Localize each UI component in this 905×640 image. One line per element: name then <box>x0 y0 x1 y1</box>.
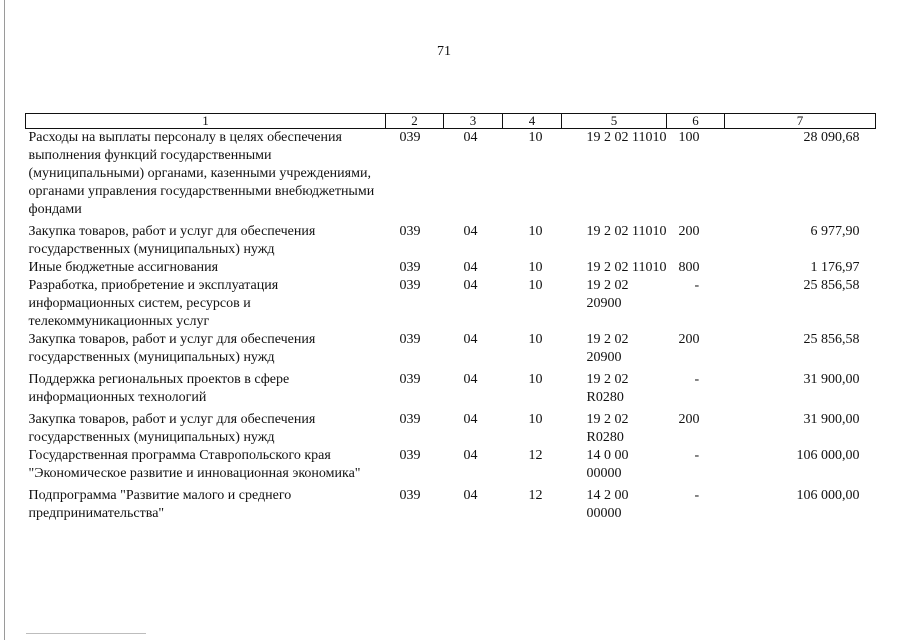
row-expense-type: 100 <box>678 130 700 145</box>
row-target-article: 19 2 02 11010 <box>586 130 667 145</box>
row-expense-type: 800 <box>678 260 700 275</box>
row-section: 04 <box>463 278 478 293</box>
table-row <box>26 277 876 331</box>
table-header <box>26 114 876 129</box>
row-amount: 31 900,00 <box>803 412 860 427</box>
row-section: 04 <box>463 488 478 503</box>
row-section: 04 <box>463 412 478 427</box>
row-expense-type: 200 <box>678 332 700 347</box>
row-target-article: 19 2 02 R0280 <box>586 412 629 445</box>
row-subsection: 10 <box>528 278 543 293</box>
header-row <box>26 114 876 129</box>
footer-divider <box>26 633 146 635</box>
row-section: 04 <box>463 372 478 387</box>
table-row <box>26 331 876 371</box>
header-col-5: 5 <box>562 114 667 129</box>
table-row <box>26 371 876 411</box>
row-ministry-code: 039 <box>399 130 421 145</box>
row-expense-type: 200 <box>678 224 700 239</box>
table-body <box>26 129 876 524</box>
row-subsection: 12 <box>528 448 543 463</box>
header-col-7: 7 <box>725 114 876 129</box>
header-col-4: 4 <box>503 114 562 129</box>
row-subsection: 10 <box>528 412 543 427</box>
row-target-article: 19 2 02 20900 <box>586 278 629 311</box>
row-expense-type: - <box>694 448 700 463</box>
table-row <box>26 447 876 487</box>
table-row <box>26 129 876 224</box>
page-left-edge <box>4 0 5 640</box>
row-subsection: 12 <box>528 488 543 503</box>
row-amount: 6 977,90 <box>810 224 860 239</box>
row-ministry-code: 039 <box>399 488 421 503</box>
row-target-article: 19 2 02 11010 <box>586 224 667 239</box>
row-amount: 25 856,58 <box>803 332 860 347</box>
row-expense-type: - <box>694 278 700 293</box>
row-subsection: 10 <box>528 332 543 347</box>
row-name: Закупка товаров, работ и услуг для обеспечения государственных (муниципальных) нужд <box>28 332 316 365</box>
row-target-article: 19 2 02 20900 <box>586 332 629 365</box>
row-subsection: 10 <box>528 130 543 145</box>
row-subsection: 10 <box>528 224 543 239</box>
row-amount: 28 090,68 <box>803 130 860 145</box>
row-expense-type: - <box>694 372 700 387</box>
row-target-article: 14 2 00 00000 <box>586 488 629 521</box>
table-row <box>26 223 876 259</box>
row-subsection: 10 <box>528 260 543 275</box>
row-name: Расходы на выплаты персоналу в целях обеспечения выполнения функций государственными (муниципальными) органами, казенными учреждениями, органами управления государственными внебюджетными фондами <box>28 130 375 217</box>
row-amount: 106 000,00 <box>796 448 860 463</box>
row-section: 04 <box>463 332 478 347</box>
header-col-6: 6 <box>667 114 725 129</box>
row-ministry-code: 039 <box>399 332 421 347</box>
row-target-article: 14 0 00 00000 <box>586 448 629 481</box>
row-expense-type: 200 <box>678 412 700 427</box>
row-target-article: 19 2 02 R0280 <box>586 372 629 405</box>
row-section: 04 <box>463 448 478 463</box>
row-expense-type: - <box>694 488 700 503</box>
table-row <box>26 411 876 447</box>
row-ministry-code: 039 <box>399 260 421 275</box>
table-row <box>26 487 876 523</box>
header-col-3: 3 <box>444 114 503 129</box>
row-subsection: 10 <box>528 372 543 387</box>
row-name: Поддержка региональных проектов в сфере информационных технологий <box>28 372 290 405</box>
row-amount: 106 000,00 <box>796 488 860 503</box>
budget-table <box>25 113 876 523</box>
table-row <box>26 259 876 277</box>
row-name: Государственная программа Ставропольского края "Экономическое развитие и инновационная экономика" <box>28 448 361 481</box>
row-section: 04 <box>463 224 478 239</box>
row-name: Закупка товаров, работ и услуг для обеспечения государственных (муниципальных) нужд <box>28 412 316 445</box>
row-name: Иные бюджетные ассигнования <box>28 260 219 275</box>
row-ministry-code: 039 <box>399 372 421 387</box>
row-amount: 31 900,00 <box>803 372 860 387</box>
row-ministry-code: 039 <box>399 278 421 293</box>
row-name: Подпрограмма "Развитие малого и среднего предпринимательства" <box>28 488 292 521</box>
row-amount: 25 856,58 <box>803 278 860 293</box>
row-section: 04 <box>463 260 478 275</box>
page-number: 71 <box>437 44 451 59</box>
row-section: 04 <box>463 130 478 145</box>
row-amount: 1 176,97 <box>810 260 860 275</box>
header-col-1: 1 <box>26 114 386 129</box>
header-col-2: 2 <box>386 114 444 129</box>
row-ministry-code: 039 <box>399 448 421 463</box>
row-name: Разработка, приобретение и эксплуатация информационных систем, ресурсов и телекоммуникационных услуг <box>28 278 279 329</box>
row-ministry-code: 039 <box>399 412 421 427</box>
row-target-article: 19 2 02 11010 <box>586 260 667 275</box>
row-ministry-code: 039 <box>399 224 421 239</box>
row-name: Закупка товаров, работ и услуг для обеспечения государственных (муниципальных) нужд <box>28 224 316 257</box>
